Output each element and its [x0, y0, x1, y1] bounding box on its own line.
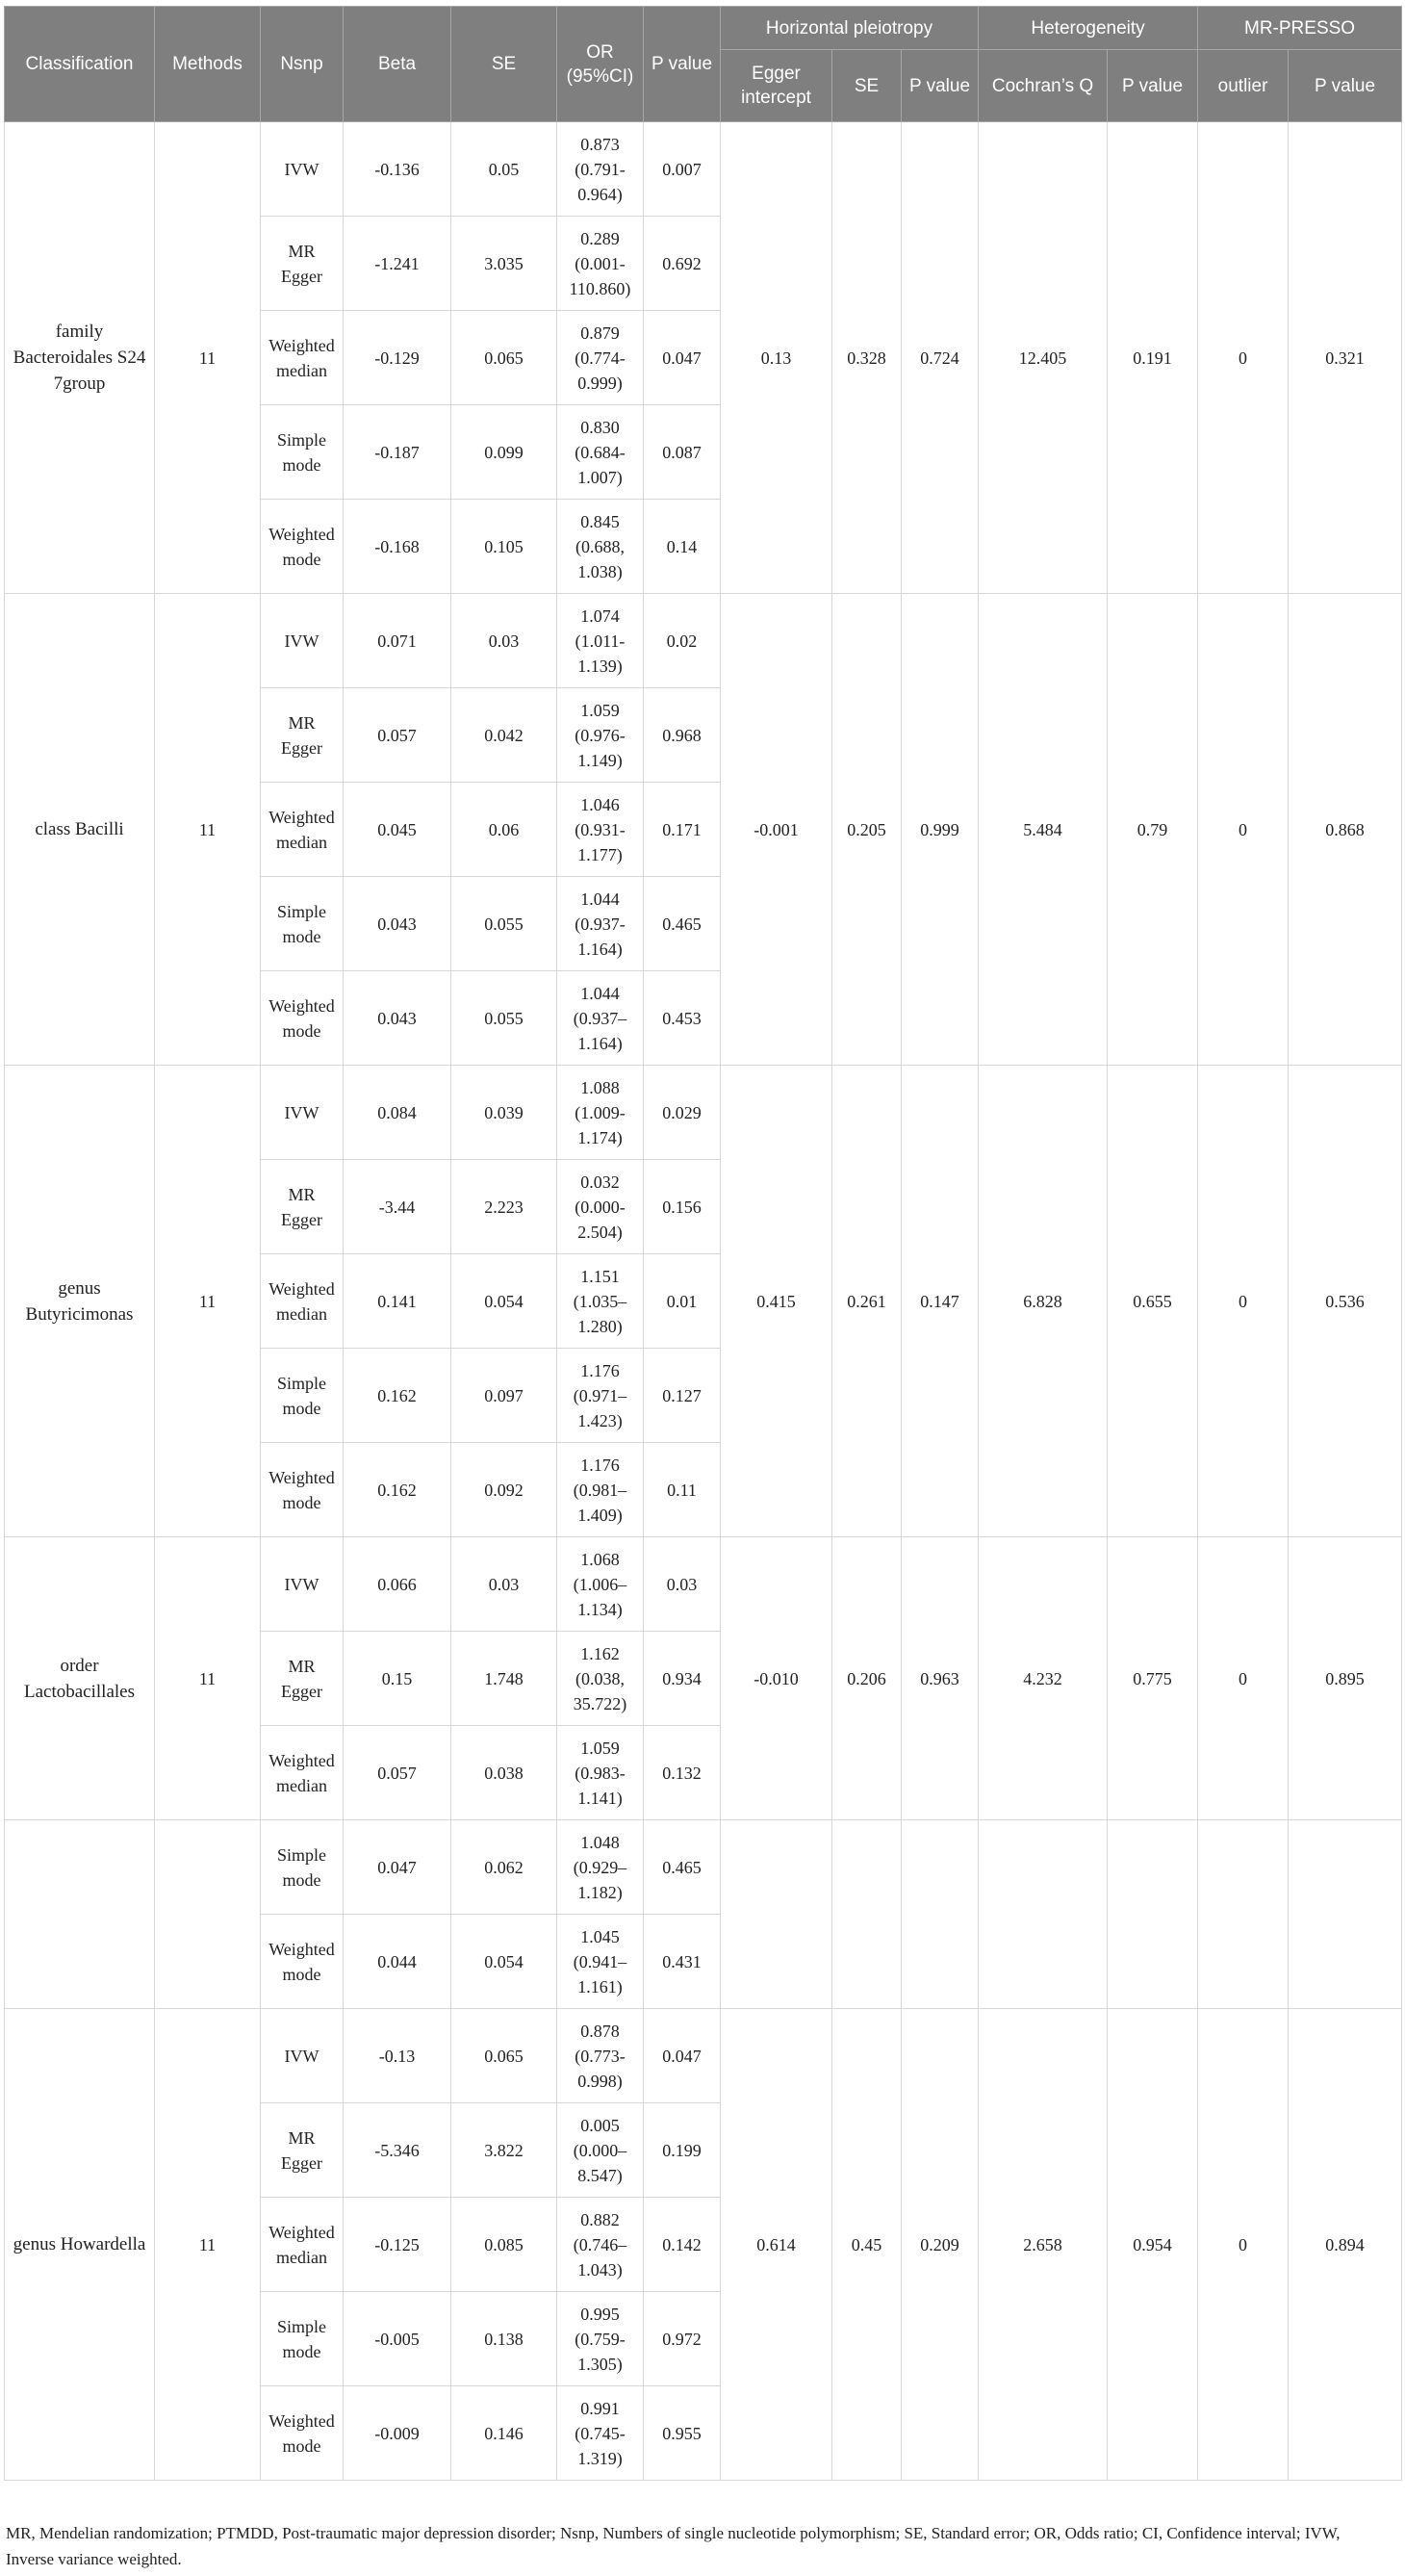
cochran-q-cell: 2.658 — [979, 2009, 1108, 2481]
header-presso-p: P value — [1289, 50, 1402, 122]
heterogeneity-p-cell: 0.775 — [1108, 1537, 1198, 1820]
or-ci-cell: 1.176 (0.971–1.423) — [557, 1349, 644, 1443]
se-cell: 0.03 — [451, 1537, 557, 1632]
egger-intercept-cell: 0.415 — [721, 1066, 832, 1537]
p-value-cell: 0.972 — [644, 2292, 721, 2386]
or-ci-cell: 1.151 (1.035–1.280) — [557, 1254, 644, 1349]
se-cell: 0.065 — [451, 2009, 557, 2103]
beta-cell: 0.043 — [344, 971, 451, 1066]
se-cell: 0.042 — [451, 688, 557, 783]
se-cell: 0.105 — [451, 500, 557, 594]
beta-cell: -0.009 — [344, 2386, 451, 2481]
se-cell: 0.054 — [451, 1915, 557, 2009]
nsnp-cell: 11 — [155, 594, 261, 1066]
beta-cell: 0.043 — [344, 877, 451, 971]
or-ci-cell: 1.059 (0.976-1.149) — [557, 688, 644, 783]
beta-cell: -0.129 — [344, 311, 451, 405]
classification-cell: genus Howardella — [5, 2009, 155, 2481]
beta-cell: -1.241 — [344, 217, 451, 311]
or-ci-cell: 1.088 (1.009-1.174) — [557, 1066, 644, 1160]
pleiotropy-p-cell: 0.147 — [902, 1066, 979, 1537]
p-value-cell: 0.453 — [644, 971, 721, 1066]
presso-p-cell: 0.894 — [1289, 2009, 1402, 2481]
beta-cell: -0.136 — [344, 122, 451, 217]
header-cochran-q: Cochran’s Q — [979, 50, 1108, 122]
or-ci-cell: 0.879 (0.774-0.999) — [557, 311, 644, 405]
p-value-cell: 0.199 — [644, 2103, 721, 2198]
beta-cell: 0.057 — [344, 1726, 451, 1820]
outlier-cell: 0 — [1198, 1537, 1289, 1820]
beta-cell: 0.045 — [344, 783, 451, 877]
presso-p-cell — [1289, 1820, 1402, 2009]
table-body — [5, 122, 1402, 2481]
beta-cell: -0.005 — [344, 2292, 451, 2386]
header-nsnp: Nsnp — [261, 7, 344, 122]
se-cell: 0.097 — [451, 1349, 557, 1443]
or-ci-cell: 0.005 (0.000–8.547) — [557, 2103, 644, 2198]
pleiotropy-p-cell — [902, 1820, 979, 2009]
beta-cell: 0.044 — [344, 1915, 451, 2009]
method-cell: MR Egger — [261, 1632, 344, 1726]
se-cell: 0.065 — [451, 311, 557, 405]
table-row — [5, 1537, 1402, 1632]
beta-cell: 0.084 — [344, 1066, 451, 1160]
method-cell: Simple mode — [261, 2292, 344, 2386]
header-outlier: outlier — [1198, 50, 1289, 122]
table-row — [5, 122, 1402, 217]
p-value-cell: 0.142 — [644, 2198, 721, 2292]
or-ci-cell: 0.882 (0.746–1.043) — [557, 2198, 644, 2292]
p-value-cell: 0.127 — [644, 1349, 721, 1443]
beta-cell: -0.13 — [344, 2009, 451, 2103]
classification-cell: class Bacilli — [5, 594, 155, 1066]
beta-cell: 0.15 — [344, 1632, 451, 1726]
p-value-cell: 0.14 — [644, 500, 721, 594]
or-ci-cell: 0.878 (0.773-0.998) — [557, 2009, 644, 2103]
pleiotropy-se-cell: 0.328 — [832, 122, 902, 594]
nsnp-cell: 11 — [155, 122, 261, 594]
header-heterogeneity-p: P value — [1108, 50, 1198, 122]
header-methods: Methods — [155, 7, 261, 122]
se-cell: 0.05 — [451, 122, 557, 217]
se-cell: 3.035 — [451, 217, 557, 311]
p-value-cell: 0.03 — [644, 1537, 721, 1632]
p-value-cell: 0.465 — [644, 877, 721, 971]
method-cell: Weighted median — [261, 783, 344, 877]
nsnp-cell: 11 — [155, 2009, 261, 2481]
or-ci-cell: 0.830 (0.684-1.007) — [557, 405, 644, 500]
or-ci-cell: 0.995 (0.759-1.305) — [557, 2292, 644, 2386]
table-header — [5, 7, 1402, 122]
p-value-cell: 0.171 — [644, 783, 721, 877]
classification-cell: genus Butyricimonas — [5, 1066, 155, 1537]
header-or: OR (95%CI) — [557, 7, 644, 122]
beta-cell: 0.047 — [344, 1820, 451, 1915]
se-cell: 0.138 — [451, 2292, 557, 2386]
pleiotropy-p-cell: 0.209 — [902, 2009, 979, 2481]
header-mr-presso: MR-PRESSO — [1198, 7, 1402, 50]
p-value-cell: 0.029 — [644, 1066, 721, 1160]
method-cell: Simple mode — [261, 1349, 344, 1443]
se-cell: 0.062 — [451, 1820, 557, 1915]
egger-intercept-cell: -0.001 — [721, 594, 832, 1066]
pleiotropy-p-cell: 0.724 — [902, 122, 979, 594]
method-cell: Weighted mode — [261, 1443, 344, 1537]
p-value-cell: 0.087 — [644, 405, 721, 500]
se-cell: 0.03 — [451, 594, 557, 688]
outlier-cell: 0 — [1198, 2009, 1289, 2481]
outlier-cell: 0 — [1198, 122, 1289, 594]
method-cell: IVW — [261, 2009, 344, 2103]
egger-intercept-cell: 0.13 — [721, 122, 832, 594]
nsnp-cell: 11 — [155, 1066, 261, 1537]
method-cell: MR Egger — [261, 2103, 344, 2198]
se-cell: 0.038 — [451, 1726, 557, 1820]
or-ci-cell: 1.162 (0.038, 35.722) — [557, 1632, 644, 1726]
outlier-cell — [1198, 1820, 1289, 2009]
or-ci-cell: 0.845 (0.688, 1.038) — [557, 500, 644, 594]
method-cell: Weighted mode — [261, 2386, 344, 2481]
se-cell: 2.223 — [451, 1160, 557, 1254]
se-cell: 0.146 — [451, 2386, 557, 2481]
or-ci-cell: 0.991 (0.745-1.319) — [557, 2386, 644, 2481]
pleiotropy-se-cell: 0.205 — [832, 594, 902, 1066]
beta-cell: -0.187 — [344, 405, 451, 500]
heterogeneity-p-cell: 0.655 — [1108, 1066, 1198, 1537]
p-value-cell: 0.955 — [644, 2386, 721, 2481]
or-ci-cell: 0.289 (0.001-110.860) — [557, 217, 644, 311]
table-footnote: MR, Mendelian randomization; PTMDD, Post-traumatic major depression disorder; Nsnp, Numbers of single nucleotide polymorphism; SE, Standard error; OR, Odds ratio; CI, Confidence interval; IVW, Inverse variance weighted. — [6, 2524, 1341, 2568]
egger-intercept-cell: 0.614 — [721, 2009, 832, 2481]
beta-cell: 0.162 — [344, 1349, 451, 1443]
cochran-q-cell: 5.484 — [979, 594, 1108, 1066]
p-value-cell: 0.968 — [644, 688, 721, 783]
se-cell: 0.054 — [451, 1254, 557, 1349]
presso-p-cell: 0.868 — [1289, 594, 1402, 1066]
or-ci-cell: 1.046 (0.931-1.177) — [557, 783, 644, 877]
se-cell: 1.748 — [451, 1632, 557, 1726]
heterogeneity-p-cell: 0.954 — [1108, 2009, 1198, 2481]
beta-cell: 0.141 — [344, 1254, 451, 1349]
method-cell: IVW — [261, 122, 344, 217]
cochran-q-cell: 12.405 — [979, 122, 1108, 594]
beta-cell: 0.057 — [344, 688, 451, 783]
or-ci-cell: 1.044 (0.937-1.164) — [557, 877, 644, 971]
p-value-cell: 0.465 — [644, 1820, 721, 1915]
or-ci-cell: 1.074 (1.011-1.139) — [557, 594, 644, 688]
or-ci-cell: 1.176 (0.981–1.409) — [557, 1443, 644, 1537]
outlier-cell: 0 — [1198, 594, 1289, 1066]
table-row — [5, 1066, 1402, 1160]
or-ci-cell: 1.044 (0.937–1.164) — [557, 971, 644, 1066]
se-cell: 0.099 — [451, 405, 557, 500]
method-cell: Simple mode — [261, 405, 344, 500]
mr-results-table — [4, 6, 1402, 2481]
or-ci-cell: 1.068 (1.006–1.134) — [557, 1537, 644, 1632]
pleiotropy-p-cell: 0.999 — [902, 594, 979, 1066]
beta-cell: 0.071 — [344, 594, 451, 688]
results-table-container — [4, 6, 1401, 2481]
header-p-value: P value — [644, 7, 721, 122]
classification-cell — [5, 1820, 155, 2009]
beta-cell: 0.162 — [344, 1443, 451, 1537]
se-cell: 0.055 — [451, 877, 557, 971]
p-value-cell: 0.692 — [644, 217, 721, 311]
method-cell: Weighted median — [261, 2198, 344, 2292]
header-beta: Beta — [344, 7, 451, 122]
p-value-cell: 0.01 — [644, 1254, 721, 1349]
p-value-cell: 0.047 — [644, 311, 721, 405]
method-cell: IVW — [261, 594, 344, 688]
classification-cell: family Bacteroidales S24 7group — [5, 122, 155, 594]
se-cell: 3.822 — [451, 2103, 557, 2198]
beta-cell: -5.346 — [344, 2103, 451, 2198]
or-ci-cell: 1.059 (0.983-1.141) — [557, 1726, 644, 1820]
method-cell: Weighted median — [261, 1254, 344, 1349]
se-cell: 0.06 — [451, 783, 557, 877]
se-cell: 0.055 — [451, 971, 557, 1066]
presso-p-cell: 0.895 — [1289, 1537, 1402, 1820]
heterogeneity-p-cell — [1108, 1820, 1198, 2009]
p-value-cell: 0.11 — [644, 1443, 721, 1537]
cochran-q-cell: 6.828 — [979, 1066, 1108, 1537]
method-cell: Simple mode — [261, 1820, 344, 1915]
presso-p-cell: 0.321 — [1289, 122, 1402, 594]
pleiotropy-p-cell: 0.963 — [902, 1537, 979, 1820]
nsnp-cell — [155, 1820, 261, 2009]
p-value-cell: 0.047 — [644, 2009, 721, 2103]
pleiotropy-se-cell: 0.261 — [832, 1066, 902, 1537]
p-value-cell: 0.132 — [644, 1726, 721, 1820]
method-cell: MR Egger — [261, 688, 344, 783]
beta-cell: -0.168 — [344, 500, 451, 594]
nsnp-cell: 11 — [155, 1537, 261, 1820]
method-cell: Simple mode — [261, 877, 344, 971]
se-cell: 0.092 — [451, 1443, 557, 1537]
table-row — [5, 1820, 1402, 1915]
method-cell: Weighted mode — [261, 971, 344, 1066]
or-ci-cell: 0.032 (0.000-2.504) — [557, 1160, 644, 1254]
beta-cell: 0.066 — [344, 1537, 451, 1632]
p-value-cell: 0.934 — [644, 1632, 721, 1726]
pleiotropy-se-cell: 0.45 — [832, 2009, 902, 2481]
se-cell: 0.085 — [451, 2198, 557, 2292]
beta-cell: -0.125 — [344, 2198, 451, 2292]
p-value-cell: 0.431 — [644, 1915, 721, 2009]
or-ci-cell: 1.045 (0.941–1.161) — [557, 1915, 644, 2009]
or-ci-cell: 1.048 (0.929–1.182) — [557, 1820, 644, 1915]
method-cell: Weighted median — [261, 1726, 344, 1820]
method-cell: Weighted mode — [261, 500, 344, 594]
egger-intercept-cell — [721, 1820, 832, 2009]
p-value-cell: 0.156 — [644, 1160, 721, 1254]
presso-p-cell: 0.536 — [1289, 1066, 1402, 1537]
header-classification: Classification — [5, 7, 155, 122]
heterogeneity-p-cell: 0.79 — [1108, 594, 1198, 1066]
se-cell: 0.039 — [451, 1066, 557, 1160]
outlier-cell: 0 — [1198, 1066, 1289, 1537]
table-row — [5, 2009, 1402, 2103]
header-pleiotropy-p: P value — [902, 50, 979, 122]
beta-cell: -3.44 — [344, 1160, 451, 1254]
header-egger-intercept: Egger intercept — [721, 50, 832, 122]
heterogeneity-p-cell: 0.191 — [1108, 122, 1198, 594]
egger-intercept-cell: -0.010 — [721, 1537, 832, 1820]
header-heterogeneity: Heterogeneity — [979, 7, 1198, 50]
header-horizontal-pleiotropy: Horizontal pleiotropy — [721, 7, 979, 50]
p-value-cell: 0.007 — [644, 122, 721, 217]
method-cell: IVW — [261, 1066, 344, 1160]
classification-cell: order Lactobacillales — [5, 1537, 155, 1820]
method-cell: MR Egger — [261, 217, 344, 311]
method-cell: Weighted mode — [261, 1915, 344, 2009]
method-cell: IVW — [261, 1537, 344, 1632]
method-cell: MR Egger — [261, 1160, 344, 1254]
table-row — [5, 594, 1402, 688]
pleiotropy-se-cell: 0.206 — [832, 1537, 902, 1820]
method-cell: Weighted median — [261, 311, 344, 405]
or-ci-cell: 0.873 (0.791-0.964) — [557, 122, 644, 217]
pleiotropy-se-cell — [832, 1820, 902, 2009]
cochran-q-cell: 4.232 — [979, 1537, 1108, 1820]
cochran-q-cell — [979, 1820, 1108, 2009]
header-pleiotropy-se: SE — [832, 50, 902, 122]
header-se: SE — [451, 7, 557, 122]
p-value-cell: 0.02 — [644, 594, 721, 688]
